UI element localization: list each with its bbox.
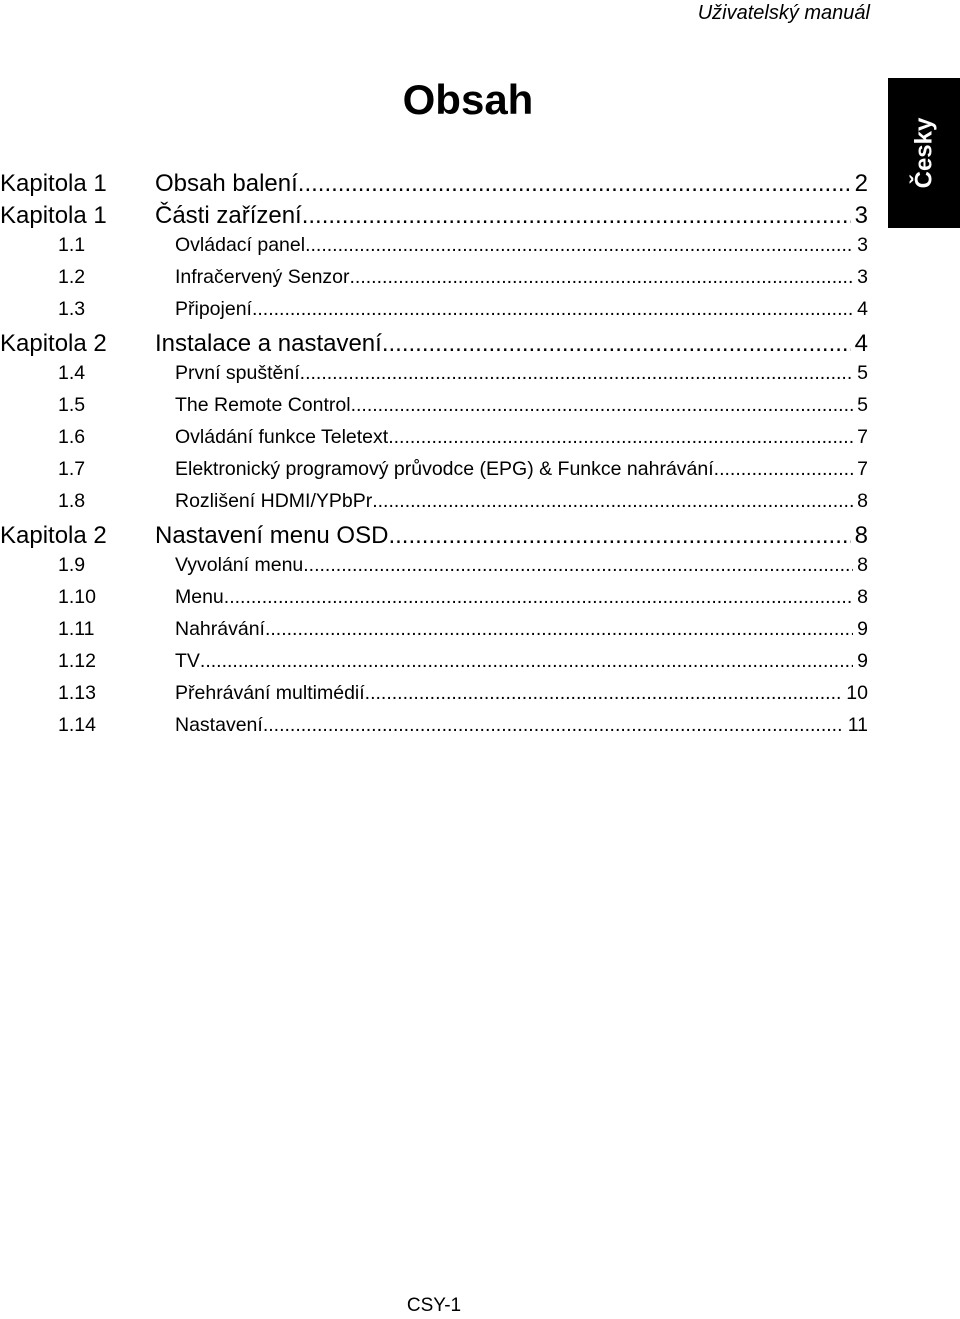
toc-entry-page: 3 <box>854 202 868 229</box>
toc-entry-section[interactable] <box>0 714 868 746</box>
toc-entry-page: 5 <box>857 394 868 416</box>
toc-dot-leader <box>365 682 843 705</box>
toc-entry-page: 8 <box>857 554 868 576</box>
toc-entry-number: 1.8 <box>58 490 86 512</box>
toc-entry-page: 8 <box>854 522 868 549</box>
toc-entry-section[interactable] <box>0 394 868 426</box>
toc-dot-leader <box>305 234 853 257</box>
toc-entry-section[interactable] <box>0 554 868 586</box>
toc-entry-page: 10 <box>846 682 868 704</box>
toc-entry-chapter[interactable] <box>0 522 868 554</box>
toc-dot-leader <box>351 394 854 417</box>
toc-entry-title: Ovládání funkce Teletext <box>175 426 389 448</box>
toc-entry-page: 3 <box>857 266 868 288</box>
toc-entry-section[interactable] <box>0 586 868 618</box>
toc-entry-number: 1.2 <box>58 266 86 288</box>
toc-entry-number: 1.13 <box>58 682 96 704</box>
toc-dot-leader <box>263 714 844 737</box>
toc-entry-number: 1.6 <box>58 426 86 448</box>
toc-entry-number: 1.4 <box>58 362 86 384</box>
toc-entry-number: 1.3 <box>58 298 86 320</box>
toc-entry-page: 8 <box>857 586 868 608</box>
toc-entry-chapter[interactable] <box>0 202 868 234</box>
toc-entry-page: 3 <box>857 234 868 256</box>
toc-entry-title: Nahrávání <box>175 618 265 640</box>
toc-entry-page: 9 <box>857 618 868 640</box>
toc-entry-page: 4 <box>857 298 868 320</box>
toc-entry-title: Nastavení menu OSD <box>155 522 389 549</box>
toc-entry-page: 11 <box>847 714 868 736</box>
toc-entry-number: Kapitola 1 <box>0 202 107 229</box>
toc-entry-page: 7 <box>857 426 868 448</box>
toc-dot-leader <box>298 170 851 198</box>
toc-entry-section[interactable] <box>0 426 868 458</box>
toc-entry-number: 1.10 <box>58 586 96 608</box>
toc-entry-number: 1.14 <box>58 714 96 736</box>
toc-entry-section[interactable] <box>0 362 868 394</box>
toc-entry-page: 9 <box>857 650 868 672</box>
toc-entry-chapter[interactable] <box>0 170 868 202</box>
toc-entry-title: Připojení <box>175 298 252 320</box>
toc-entry-page: 5 <box>857 362 868 384</box>
language-tab-label: Česky <box>909 117 937 189</box>
toc-entry-section[interactable] <box>0 234 868 266</box>
toc-entry-title: Ovládací panel <box>175 234 306 256</box>
toc-entry-number: 1.5 <box>58 394 86 416</box>
toc-entry-page: 2 <box>854 170 868 197</box>
toc-entry-section[interactable] <box>0 682 868 714</box>
toc-entry-page: 7 <box>857 458 868 480</box>
toc-dot-leader <box>302 202 851 230</box>
toc-entry-number: 1.1 <box>58 234 86 256</box>
toc-dot-leader <box>382 330 851 358</box>
toc-entry-title: Vyvolání menu <box>175 554 304 576</box>
toc-entry-title: Elektronický programový průvodce (EPG) & Funkce nahrávání <box>175 458 714 480</box>
toc-entry-number: 1.9 <box>58 554 86 576</box>
toc-entry-page: 4 <box>854 330 868 357</box>
toc-dot-leader <box>714 458 853 481</box>
toc-entry-section[interactable] <box>0 298 868 330</box>
toc-entry-page: 8 <box>857 490 868 512</box>
toc-entry-title: Obsah balení <box>155 170 298 197</box>
toc-entry-number: Kapitola 1 <box>0 170 107 197</box>
toc-entry-chapter[interactable] <box>0 330 868 362</box>
toc-dot-leader <box>388 522 850 550</box>
toc-entry-title: Infračervený Senzor <box>175 266 350 288</box>
toc-dot-leader <box>350 266 854 289</box>
toc-entry-section[interactable] <box>0 266 868 298</box>
toc-entry-title: Přehrávání multimédií <box>175 682 365 704</box>
toc-dot-leader <box>252 298 853 321</box>
toc-entry-number: 1.11 <box>58 618 95 640</box>
toc-entry-section[interactable] <box>0 458 868 490</box>
toc-entry-title: Rozlišení HDMI/YPbPr <box>175 490 373 512</box>
table-of-contents <box>0 170 868 746</box>
toc-entry-number: 1.7 <box>58 458 86 480</box>
toc-entry-title: Části zařízení <box>155 202 302 229</box>
toc-dot-leader <box>372 490 853 513</box>
toc-dot-leader <box>224 586 853 609</box>
toc-entry-section[interactable] <box>0 490 868 522</box>
toc-dot-leader <box>200 650 853 673</box>
page-title: Obsah <box>402 76 534 123</box>
toc-entry-section[interactable] <box>0 650 868 682</box>
toc-dot-leader <box>303 554 853 577</box>
toc-dot-leader <box>388 426 853 449</box>
toc-entry-number: Kapitola 2 <box>0 330 107 357</box>
toc-entry-number: 1.12 <box>58 650 96 672</box>
toc-entry-title: Instalace a nastavení <box>155 330 382 357</box>
toc-entry-title: První spuštění <box>175 362 300 384</box>
toc-entry-section[interactable] <box>0 618 868 650</box>
toc-dot-leader <box>300 362 853 385</box>
running-header: Uživatelský manuál <box>697 2 870 24</box>
toc-dot-leader <box>265 618 853 641</box>
toc-entry-title: Nastavení <box>175 714 263 736</box>
toc-entry-number: Kapitola 2 <box>0 522 107 549</box>
toc-entry-title: The Remote Control <box>175 394 351 416</box>
toc-entry-title: TV <box>175 650 200 672</box>
toc-entry-title: Menu <box>175 586 224 608</box>
page-number: CSY-1 <box>406 1295 462 1316</box>
